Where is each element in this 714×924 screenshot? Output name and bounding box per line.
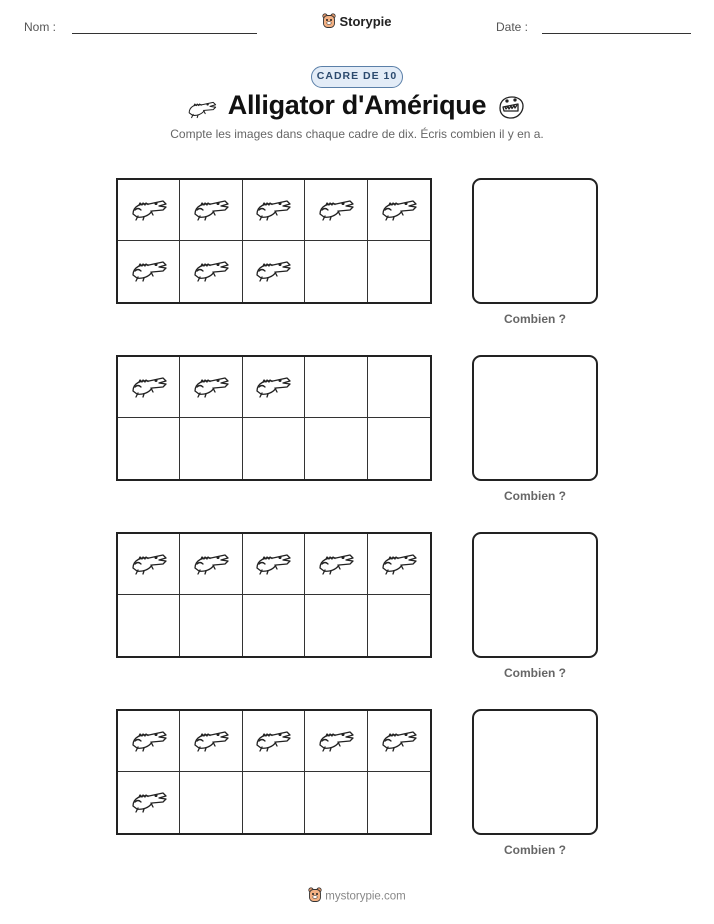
ten-frame-cell — [118, 772, 180, 833]
alligator-icon — [191, 256, 231, 287]
name-line[interactable] — [72, 33, 257, 34]
alligator-icon — [316, 549, 356, 580]
alligator-icon — [253, 549, 293, 580]
alligator-icon — [129, 256, 169, 287]
ten-frame-cell — [368, 534, 430, 595]
ten-frame-cell — [305, 534, 367, 595]
ten-frame-cell — [118, 357, 180, 418]
alligator-icon — [191, 195, 231, 226]
ten-frame-cell — [368, 418, 430, 479]
ten-frame-cell — [180, 180, 242, 241]
ten-frame-cell — [118, 595, 180, 656]
alligator-icon — [379, 549, 419, 580]
alligator-icon — [253, 256, 293, 287]
ten-frame-cell — [305, 418, 367, 479]
ten-frame-cell — [118, 241, 180, 302]
ten-frame-cell — [305, 711, 367, 772]
alligator-icon — [379, 726, 419, 757]
name-label: Nom : — [24, 20, 57, 34]
date-line[interactable] — [542, 33, 691, 34]
alligator-icon — [316, 726, 356, 757]
alligator-icon — [191, 372, 231, 403]
alligator-icon — [253, 195, 293, 226]
ten-frame-cell — [243, 772, 305, 833]
bear-logo-icon — [322, 13, 336, 32]
answer-label: Combien ? — [504, 312, 566, 326]
ten-frame-cell — [243, 180, 305, 241]
answer-label: Combien ? — [504, 489, 566, 503]
date-label: Date : — [496, 20, 529, 34]
brand-name: Storypie — [339, 13, 392, 29]
answer-box-4[interactable] — [472, 709, 598, 835]
alligator-icon — [129, 549, 169, 580]
alligator-icon — [191, 726, 231, 757]
ten-frame-4 — [116, 709, 432, 835]
ten-frame-cell — [305, 357, 367, 418]
alligator-icon — [253, 372, 293, 403]
ten-frame-cell — [118, 418, 180, 479]
ten-frame-cell — [368, 711, 430, 772]
alligator-icon — [129, 726, 169, 757]
ten-frame-cell — [368, 357, 430, 418]
ten-frame-cell — [118, 180, 180, 241]
ten-frame-cell — [180, 418, 242, 479]
instructions: Compte les images dans chaque cadre de dix. Écris combien il y en a. — [170, 127, 544, 141]
answer-box-3[interactable] — [472, 532, 598, 658]
answer-label: Combien ? — [504, 666, 566, 680]
alligator-icon — [191, 549, 231, 580]
alligator-icon — [379, 195, 419, 226]
brand — [0, 13, 714, 32]
alligator-head-icon — [496, 94, 526, 127]
page-title: Alligator d'Amérique — [227, 90, 487, 120]
ten-frame-2 — [116, 355, 432, 481]
ten-frame-cell — [243, 711, 305, 772]
ten-frame-cell — [243, 418, 305, 479]
footer-site: mystorypie.com — [325, 890, 406, 903]
alligator-icon — [316, 195, 356, 226]
ten-frame-cell — [305, 772, 367, 833]
alligator-icon — [253, 726, 293, 757]
ten-frame-cell — [243, 534, 305, 595]
ten-frame-cell — [368, 180, 430, 241]
ten-frame-cell — [180, 357, 242, 418]
alligator-icon — [129, 195, 169, 226]
ten-frame-cell — [305, 180, 367, 241]
ten-frame-cell — [243, 595, 305, 656]
ten-frame-cell — [368, 595, 430, 656]
worksheet-type-badge: CADRE DE 10 — [311, 66, 403, 88]
ten-frame-cell — [243, 357, 305, 418]
answer-box-2[interactable] — [472, 355, 598, 481]
footer — [0, 887, 714, 906]
ten-frame-cell — [305, 241, 367, 302]
ten-frame-cell — [368, 772, 430, 833]
ten-frame-3 — [116, 532, 432, 658]
ten-frame-cell — [180, 241, 242, 302]
ten-frame-cell — [368, 241, 430, 302]
ten-frame-cell — [118, 534, 180, 595]
alligator-icon — [129, 372, 169, 403]
answer-label: Combien ? — [504, 843, 566, 857]
ten-frame-cell — [305, 595, 367, 656]
bear-logo-icon — [308, 887, 322, 906]
ten-frame-cell — [180, 534, 242, 595]
ten-frame-cell — [180, 772, 242, 833]
answer-box-1[interactable] — [472, 178, 598, 304]
ten-frame-cell — [118, 711, 180, 772]
ten-frame-1 — [116, 178, 432, 304]
ten-frame-cell — [180, 595, 242, 656]
alligator-icon — [129, 787, 169, 818]
ten-frame-cell — [243, 241, 305, 302]
ten-frame-cell — [180, 711, 242, 772]
